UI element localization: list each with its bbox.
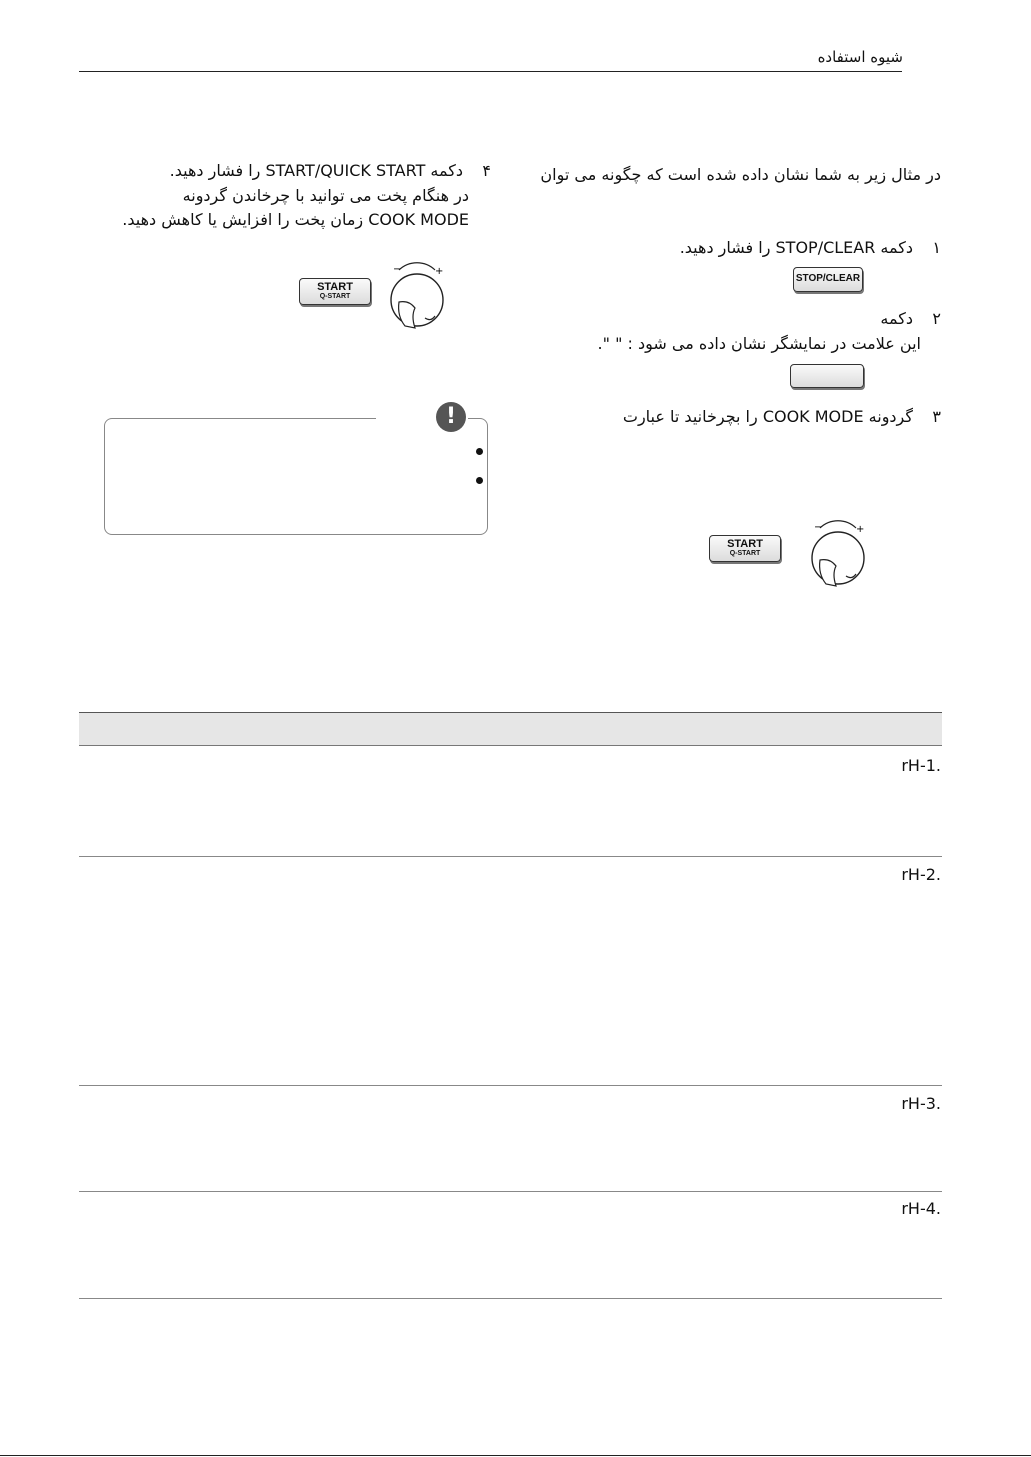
step-2-text: دکمه bbox=[880, 309, 913, 328]
blank-mode-button[interactable] bbox=[790, 364, 864, 388]
cook-mode-dial-left[interactable] bbox=[385, 258, 449, 330]
intro-text: در مثال زیر به شما نشان داده شده است که چگونه می توان bbox=[540, 165, 941, 184]
start-button-right[interactable] bbox=[709, 535, 781, 562]
note-box bbox=[104, 418, 488, 535]
start-label: START bbox=[727, 538, 763, 550]
table-row-id-2: rH-2. bbox=[901, 865, 941, 884]
stop-clear-button[interactable]: STOP/CLEAR bbox=[793, 267, 863, 292]
note-bullet-1 bbox=[476, 448, 483, 455]
table-row-divider bbox=[79, 1085, 942, 1086]
hand-icon bbox=[399, 302, 415, 328]
dial-knob bbox=[391, 274, 443, 326]
start-label: START bbox=[317, 281, 353, 293]
dial-arc bbox=[399, 263, 435, 270]
note-bullet-2 bbox=[476, 477, 483, 484]
dial-minus: − bbox=[393, 264, 402, 275]
dial-knob bbox=[812, 532, 864, 584]
footer-rule bbox=[0, 1455, 1031, 1456]
step-4-text: دکمه START/QUICK START را فشار دهید. bbox=[169, 161, 463, 180]
dial-plus: + bbox=[856, 524, 865, 535]
step-4 bbox=[170, 161, 491, 181]
step-1-text: دکمه STOP/CLEAR را فشار دهید. bbox=[679, 238, 913, 257]
table-row-id-4: rH-4. bbox=[901, 1199, 941, 1218]
step-1-number: ۱ bbox=[932, 238, 941, 257]
table-row-id-1: rH-1. bbox=[901, 756, 941, 775]
step-3-text: گردونه COOK MODE را بچرخانید تا عبارت bbox=[622, 407, 913, 426]
step-2 bbox=[880, 309, 941, 329]
dial-plus: + bbox=[435, 266, 444, 277]
page-header-title: شیوه استفاده bbox=[817, 48, 903, 66]
table-row-divider bbox=[79, 856, 942, 857]
dial-arc bbox=[820, 521, 856, 528]
step-4-line-2: در هنگام پخت می توانید با چرخاندن گردونه bbox=[182, 186, 469, 205]
step-2-line-2: این علامت در نمایشگر نشان داده می شود : " ". bbox=[597, 334, 921, 353]
exclamation-icon: ! bbox=[436, 402, 466, 432]
step-4-number: ۴ bbox=[482, 161, 491, 180]
header-divider bbox=[79, 71, 902, 72]
table-header bbox=[79, 712, 942, 746]
step-4-line-3: COOK MODE زمان پخت را افزایش یا کاهش دهید. bbox=[122, 210, 469, 229]
q-start-label: Q-START bbox=[729, 550, 761, 557]
start-button-left[interactable] bbox=[299, 278, 371, 305]
table-row-id-3: rH-3. bbox=[901, 1094, 941, 1113]
q-start-label: Q-START bbox=[319, 293, 351, 300]
step-2-number: ۲ bbox=[932, 309, 941, 328]
cook-mode-dial-right[interactable] bbox=[806, 516, 870, 588]
step-3-number: ۳ bbox=[932, 407, 941, 426]
table-row-divider bbox=[79, 1191, 942, 1192]
step-1 bbox=[680, 238, 941, 258]
hand-icon bbox=[820, 560, 836, 586]
dial-minus: − bbox=[814, 522, 823, 533]
step-3 bbox=[623, 407, 941, 427]
table-row-divider bbox=[79, 1298, 942, 1299]
